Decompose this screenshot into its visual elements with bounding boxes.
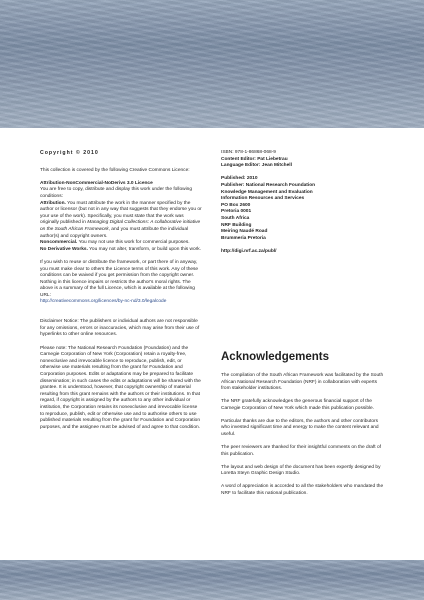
- ack-paragraph: The layout and web design of the document has been expertly designed by Loretta Steyn Graphic Design Studio.: [221, 464, 381, 477]
- publisher: Publisher: National Research Foundation: [221, 182, 316, 188]
- noncommercial-label: Noncommercial.: [40, 240, 78, 246]
- address-line: Meiring Naudé Road: [221, 229, 268, 235]
- address-line: South Africa: [221, 215, 250, 221]
- ack-paragraph: The compilation of the South African Framework was facilitated by the South African National Research Foundation (NRF) in collaboration with experts from stakeholder institutions.: [221, 373, 384, 392]
- ack-paragraph: The peer reviewers are thanked for their insightful comments on the draft of this publication.: [221, 444, 381, 457]
- address-line: Brummeria Pretoria: [221, 235, 266, 241]
- address-line: PO Box 2600: [221, 202, 251, 208]
- copyright-column: [40, 150, 202, 431]
- licence-intro: This collection is covered by the following Creative Commons Licence:: [40, 167, 190, 173]
- ack-paragraph: A word of appreciation is accorded to all the stakeholders who mandated the NRF to facilitate this national publication.: [221, 484, 384, 496]
- language-editor: Language Editor: Jean Mitchell: [221, 163, 292, 169]
- website-link[interactable]: http://digi.nrf.ac.za/publ/: [221, 248, 277, 254]
- published-year: Published: 2010: [221, 176, 258, 182]
- attribution-text-2: , and you must attribute the individual author(s) and copyright owners.: [40, 226, 189, 239]
- ack-paragraph: The NRF gratefully acknowledges the generous financial support of the Carnegie Corporation of New York which made this publication possible.: [221, 399, 375, 411]
- isbn: ISBN: 978-1-86868-068-9: [221, 150, 276, 155]
- moral-rights-paragraph: Nothing in this licence impairs or restricts the author's moral rights. The above is a summary of the full Licence, which is available at the following URL:: [40, 279, 195, 298]
- header-texture-band: [0, 0, 424, 128]
- ack-paragraph: Particular thanks are due to the editors, the authors and other contributors who invested significant time and energy to make the content relevant and useful.: [221, 418, 379, 437]
- noderiv-clause: [40, 247, 202, 254]
- licence-url-link[interactable]: http://creativecommons.org/licences/by-nc-nd/3.0/legalcode: [40, 299, 167, 305]
- disclaimer-notice: Disclaimer Notice: The publishers or individual authors are not responsible for any omissions, errors or inaccuracies, which may arise from their use of hyperlinks to other online resources.: [40, 319, 200, 338]
- please-note-paragraph: Please note: The National Research Foundation (Foundation) and the Carnegie Corporation of New York (Corporation) retain a royalty-free, nonexclusive and irrevocable licence to reproduce, publish, edit, or otherwise use materials resulting from the grant for Foundation and Corporation purposes. Edits or adaptations may be prepared to facilitate dissemination; in such cases the edits or adaptations will be shared with the grantee. It is understood, however, that copyright ownership of material resulting from this grant remains with the authors or their institutions. In that regard, if copyright is assigned by the authors to any other individual or institution, the Corporation retains its nonexclusive and irrevocable license to reproduce, publish, edit or otherwise use and to authorise others to use published materials resulting from the grant for Foundation and Corporation purposes, and the assignee must be advised of and agree to that condition.: [40, 345, 201, 430]
- noncommercial-text: You may not use this work for commercial purposes.: [77, 240, 190, 246]
- licence-name: Attribution-NonCommercial-NoDerivs 3.0 Licence: [40, 180, 153, 186]
- address-line: Information Resources and Services: [221, 196, 305, 202]
- noncommercial-clause: [40, 240, 202, 247]
- footer-texture-band: [0, 560, 424, 600]
- noderiv-text: You may not alter, transform, or build upon this work.: [87, 246, 201, 252]
- licence-free-text: You are free to copy, distribute and display this work under the following conditions:: [40, 187, 192, 199]
- acknowledgements-section: [221, 350, 386, 504]
- content-editor: Content Editor: Pat Liebetrau: [221, 156, 288, 162]
- attribution-text-1: You must attribute the work in the manner specified by the author or licensor (but not in any way that suggests that they endorse you or your use of the work). Specifically, you must state that the work was originally published in: [40, 200, 202, 226]
- publication-details: [221, 150, 386, 256]
- attribution-label: Attribution.: [40, 200, 66, 206]
- copyright-heading: Copyright © 2010: [40, 150, 99, 156]
- address-line: Knowledge Management and Evaluation: [221, 189, 313, 195]
- attribution-title: Managing Digital Collections: A collaborative initiative on the South African Framework: [40, 220, 201, 232]
- attribution-clause: [40, 201, 202, 241]
- noderiv-label: No Derivative Works.: [40, 246, 88, 252]
- acknowledgements-title: Acknowledgements: [221, 351, 329, 363]
- reuse-paragraph: If you wish to reuse or distribute the framework, or part there of in anyway, you must make clear to others the Licence terms of this work. Any of these conditions can be waived if you get permission from the copyright owner.: [40, 259, 199, 279]
- address-line: NRF Building: [221, 222, 252, 228]
- address-line: Pretoria 0001: [221, 209, 252, 215]
